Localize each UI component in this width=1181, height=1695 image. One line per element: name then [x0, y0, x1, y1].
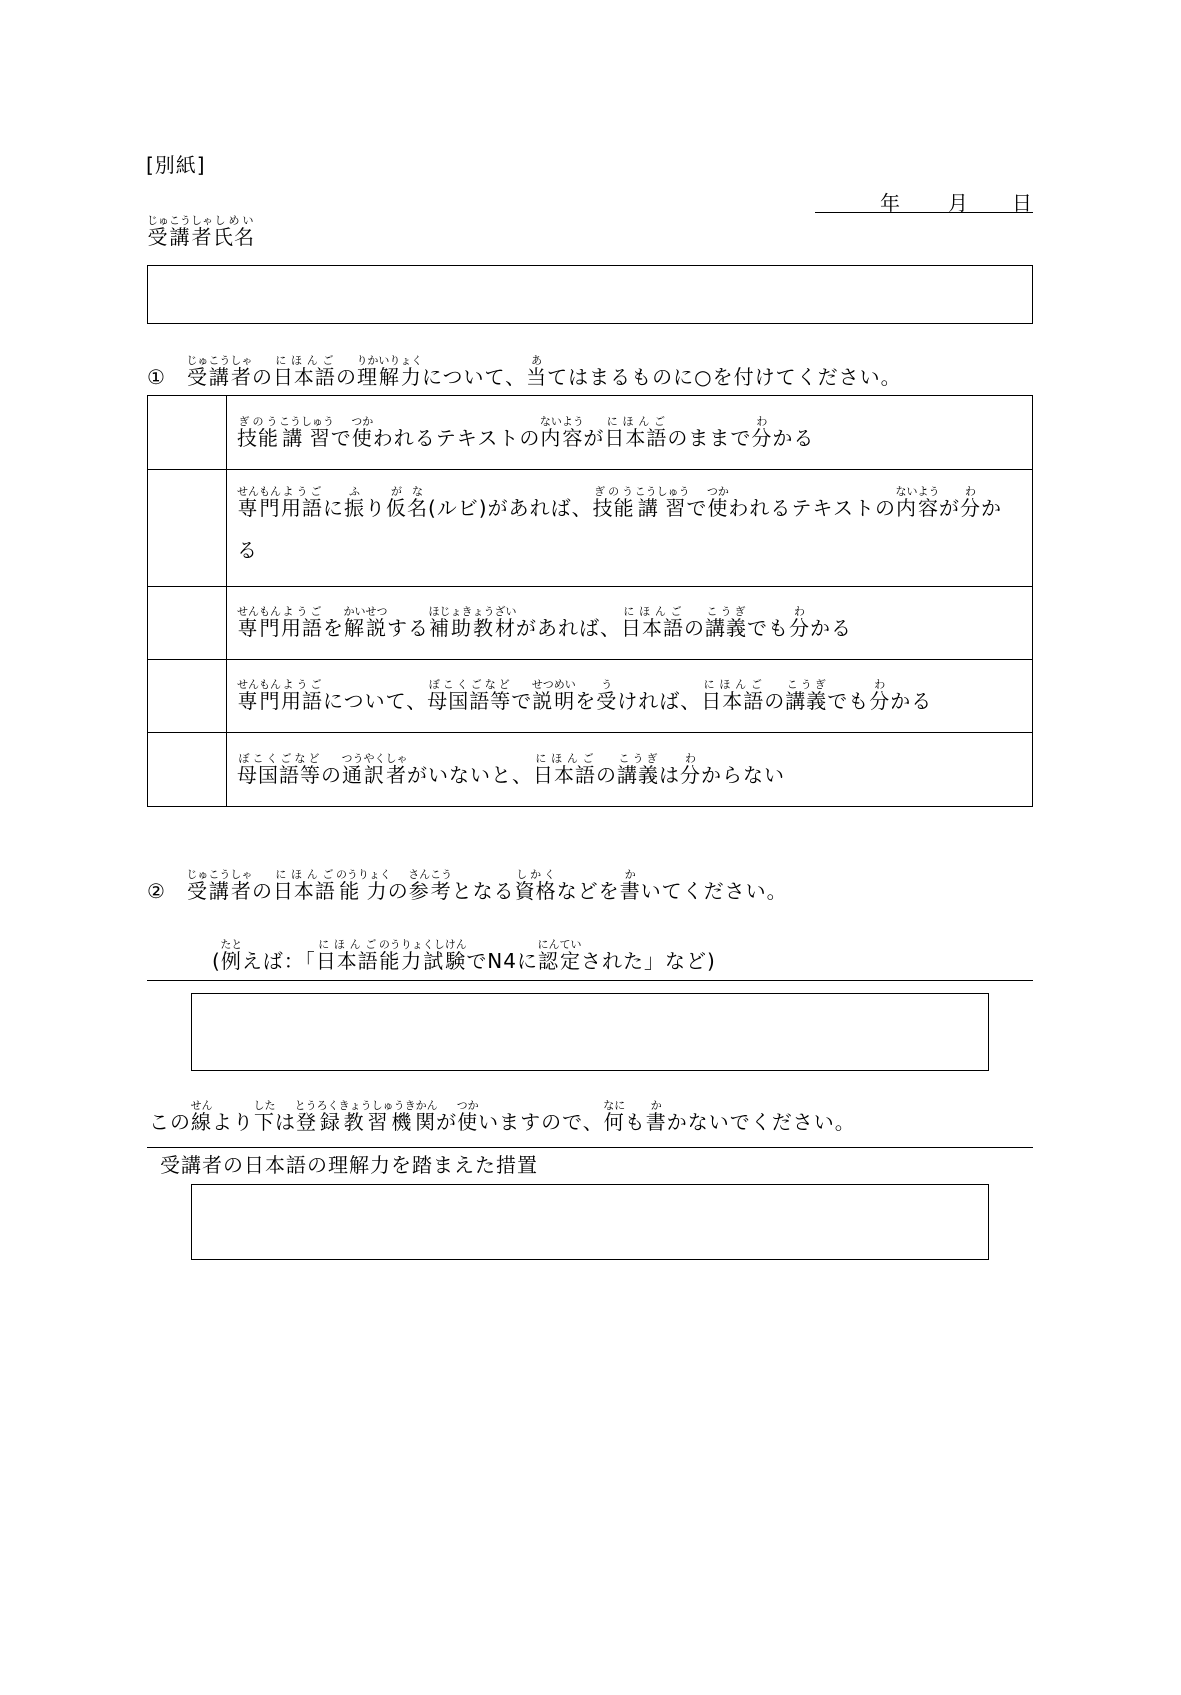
ruby-base: 書	[619, 879, 641, 903]
text-segment: われるテキストの	[372, 425, 541, 450]
ruby-base: 当	[526, 365, 548, 389]
date-underline	[815, 212, 1033, 213]
option-text	[237, 678, 1032, 714]
furigana: にほんご	[315, 938, 379, 951]
furigana: ようご	[281, 605, 323, 618]
text-segment: の	[335, 365, 357, 389]
ruby-word	[237, 414, 279, 450]
ruby-base: 講義	[785, 689, 828, 713]
furigana: りかいりょく	[356, 354, 423, 367]
furigana: わ	[789, 605, 810, 618]
furigana: しめい	[213, 214, 255, 227]
ruby-base: 受講者	[147, 225, 213, 249]
ruby-base: 説明	[531, 689, 576, 713]
check-cell[interactable]	[148, 587, 227, 660]
ruby-base: 日本語	[315, 949, 379, 973]
text-segment: かないでください。	[666, 1110, 856, 1134]
text-segment: で	[330, 425, 352, 450]
text-segment: する	[387, 616, 429, 640]
ruby-base: 振	[344, 496, 365, 520]
ruby-base: 使	[706, 496, 729, 520]
text-segment: われるテキストの	[728, 496, 896, 520]
ruby-word	[785, 678, 828, 713]
furigana: ようご	[281, 678, 323, 691]
ruby-word	[645, 1099, 667, 1134]
ruby-base: 日本語	[272, 365, 336, 389]
text-segment: が	[938, 496, 960, 520]
text-segment: かる	[237, 496, 1002, 562]
table-row	[148, 733, 1033, 807]
text-segment: かる	[890, 689, 933, 713]
ruby-base: 能力試験	[378, 949, 467, 973]
ruby-word	[789, 605, 810, 640]
furigana: たと	[220, 938, 243, 951]
divider	[147, 980, 1033, 981]
option-text	[237, 485, 1017, 571]
table-row	[148, 396, 1033, 470]
furigana: じゅこうしゃ	[186, 354, 253, 367]
text-segment: のままで	[667, 425, 752, 450]
text-segment: に	[323, 496, 344, 520]
furigana: わ	[959, 485, 981, 498]
ruby-word	[344, 485, 365, 520]
ruby-base: 認定	[537, 949, 582, 973]
ruby-base: 使	[351, 425, 374, 450]
question1-table	[147, 395, 1033, 807]
furigana: つか	[456, 1099, 479, 1112]
furigana: ないよう	[895, 485, 940, 498]
ruby-base: 内容	[539, 425, 584, 450]
ruby-word	[427, 678, 512, 713]
furigana: つか	[351, 414, 374, 428]
option-text	[237, 415, 1032, 451]
text-segment: の	[251, 365, 273, 389]
furigana: した	[253, 1099, 276, 1112]
ruby-word	[895, 485, 940, 520]
text-segment: は	[659, 762, 680, 787]
ruby-base: 技能	[592, 496, 635, 520]
ruby-word	[294, 1099, 438, 1134]
ruby-base: 補助教材	[428, 616, 517, 640]
ruby-base: 日本語	[621, 616, 684, 640]
text-segment: かる	[810, 616, 852, 640]
text-segment: かる	[772, 425, 815, 450]
furigana: にんてい	[537, 938, 582, 951]
furigana: にほんご	[272, 354, 336, 367]
furigana: こうぎ	[705, 605, 747, 618]
furigana: かいせつ	[343, 605, 388, 618]
ruby-word	[592, 485, 635, 520]
ruby-word	[514, 868, 557, 903]
furigana: わ	[680, 751, 701, 765]
ruby-base: 専門	[237, 689, 281, 713]
furigana: ほじょきょうざい	[428, 605, 517, 618]
ruby-base: 通訳者	[341, 762, 408, 787]
qualification-input-box[interactable]	[191, 993, 989, 1071]
furigana: か	[619, 868, 641, 881]
ruby-word	[526, 354, 548, 389]
ruby-word	[356, 354, 423, 389]
ruby-word	[531, 678, 576, 713]
furigana: ふ	[344, 485, 365, 498]
furigana: じゅこうしゃ	[186, 868, 253, 881]
ruby-base: 例	[220, 949, 243, 973]
ruby-base: 用語	[281, 689, 323, 713]
ruby-word	[351, 414, 374, 450]
check-cell[interactable]	[148, 660, 227, 733]
ruby-base: 母国語等	[427, 689, 512, 713]
check-cell[interactable]	[148, 470, 227, 587]
text-segment: でも	[747, 616, 789, 640]
ruby-base: 参考	[408, 879, 453, 903]
furigana: せんもん	[237, 605, 281, 618]
ruby-word	[634, 485, 690, 520]
furigana: のうりょく	[335, 868, 391, 881]
ruby-base: 受講者	[186, 879, 253, 903]
ruby-word	[147, 214, 213, 249]
ruby-base: 日本語	[533, 762, 596, 787]
text-segment: された」など)	[581, 949, 716, 973]
furigana: つうやくしゃ	[341, 751, 408, 765]
furigana: せん	[190, 1099, 213, 1112]
ruby-word	[428, 605, 517, 640]
ruby-base: 理解力	[356, 365, 423, 389]
ruby-word	[869, 678, 891, 713]
text-segment: を	[575, 689, 597, 713]
ruby-word	[539, 414, 584, 450]
check-cell[interactable]	[148, 396, 227, 470]
ruby-word	[186, 868, 253, 903]
ruby-base: 氏名	[213, 225, 255, 249]
text-segment: の	[596, 762, 617, 787]
question1-prompt	[147, 354, 902, 390]
text-segment: について、	[421, 365, 527, 389]
ruby-base: 下	[253, 1110, 276, 1134]
text-segment: があれば、	[516, 616, 621, 640]
ruby-word	[237, 485, 281, 520]
ruby-base: 日本語	[604, 425, 668, 450]
option-text	[237, 605, 1032, 641]
ruby-base: 用語	[281, 496, 323, 520]
ruby-base: 日本語	[272, 879, 336, 903]
ruby-word	[604, 414, 668, 450]
ruby-base: 母国語等	[237, 762, 321, 787]
ruby-base: 仮名	[386, 496, 428, 520]
furigana: にほんご	[604, 414, 668, 428]
table-row	[148, 470, 1033, 587]
ruby-word	[281, 605, 323, 640]
furigana: わ	[751, 414, 773, 428]
ruby-word	[705, 605, 747, 640]
text-segment: ければ、	[617, 689, 702, 713]
text-segment: えば：「	[241, 949, 316, 973]
ruby-base: 分	[680, 762, 701, 787]
ruby-word	[272, 354, 336, 389]
ruby-base: 線	[190, 1110, 213, 1134]
text-segment: ①	[147, 365, 187, 389]
furigana: にほんご	[272, 868, 336, 881]
ruby-word	[253, 1099, 276, 1134]
text-segment: の	[387, 879, 409, 903]
ruby-base: 用語	[281, 616, 323, 640]
furigana: ようご	[281, 485, 323, 498]
ruby-word	[751, 414, 773, 450]
ruby-word	[343, 605, 388, 640]
furigana: ぎのう	[237, 414, 279, 428]
ruby-base: 何	[603, 1110, 626, 1134]
furigana: ぼこくごなど	[427, 678, 512, 691]
ruby-base: 登録教習機関	[294, 1110, 438, 1134]
text-segment: が	[583, 425, 605, 450]
furigana: がな	[386, 485, 428, 498]
furigana: ぎのう	[592, 485, 635, 498]
furigana: ぼこくごなど	[237, 751, 321, 765]
ruby-word	[603, 1099, 626, 1134]
furigana: しかく	[514, 868, 557, 881]
ruby-word	[272, 868, 336, 903]
date-month: 月	[948, 191, 969, 215]
question2-example	[212, 938, 716, 974]
text-segment: でN4に	[466, 949, 538, 973]
name-input-box[interactable]	[147, 265, 1033, 324]
ruby-word	[680, 751, 701, 787]
date-year: 年	[880, 191, 901, 215]
check-cell[interactable]	[148, 733, 227, 807]
ruby-word	[190, 1099, 213, 1134]
text-segment: (	[212, 949, 221, 973]
ruby-base: 技能	[237, 425, 279, 450]
text-segment: について、	[323, 689, 428, 713]
text-segment: の	[321, 762, 342, 787]
furigana: つか	[706, 485, 729, 498]
text-segment: がいないと、	[407, 762, 533, 787]
ruby-base: 受	[596, 689, 618, 713]
ruby-word	[237, 678, 281, 713]
text-segment: いてください。	[640, 879, 788, 903]
ruby-word	[281, 485, 323, 520]
ruby-base: 分	[959, 496, 981, 520]
ruby-base: 専門	[237, 616, 281, 640]
ruby-word	[408, 868, 453, 903]
ruby-word	[386, 485, 428, 520]
ruby-word	[533, 751, 596, 787]
ruby-word	[281, 678, 323, 713]
ruby-word	[706, 485, 729, 520]
furigana: のうりょくしけん	[378, 938, 467, 951]
ruby-base: 講習	[634, 496, 690, 520]
option-text	[237, 752, 1032, 788]
ruby-base: 内容	[895, 496, 940, 520]
furigana: こうしゅう	[279, 414, 334, 428]
text-segment: の	[684, 616, 705, 640]
ruby-word	[220, 938, 243, 973]
ruby-base: 講習	[279, 425, 334, 450]
furigana: あ	[526, 354, 548, 367]
ruby-word	[378, 938, 467, 973]
furigana: とうろくきょうしゅうきかん	[294, 1099, 438, 1112]
text-segment: で	[511, 689, 533, 713]
ruby-word	[237, 751, 321, 787]
ruby-base: 講義	[705, 616, 747, 640]
ruby-base: 日本語	[701, 689, 765, 713]
ruby-word	[456, 1099, 479, 1134]
furigana: にほんご	[701, 678, 765, 691]
text-segment: より	[212, 1110, 254, 1134]
ruby-base: 使	[456, 1110, 479, 1134]
text-segment: などを	[556, 879, 620, 903]
question2-prompt	[147, 868, 788, 904]
name-label	[147, 214, 255, 250]
ruby-word	[621, 605, 684, 640]
text-segment: となる	[451, 879, 515, 903]
ruby-base: 分	[789, 616, 810, 640]
text-segment: の	[251, 879, 273, 903]
furigana: か	[645, 1099, 667, 1112]
office-use-notice	[149, 1099, 856, 1135]
ruby-word	[213, 214, 255, 249]
table-row	[148, 587, 1033, 660]
ruby-word	[537, 938, 582, 973]
ruby-word	[315, 938, 379, 973]
text-segment: でも	[827, 689, 870, 713]
text-segment: ②	[147, 879, 187, 903]
ruby-word	[341, 751, 408, 787]
furigana: こうぎ	[617, 751, 659, 765]
date-day: 日	[1012, 191, 1033, 215]
ruby-word	[237, 605, 281, 640]
ruby-base: 解説	[343, 616, 388, 640]
furigana: こうしゅう	[634, 485, 690, 498]
ruby-word	[596, 678, 618, 713]
text-segment: (ルビ)があれば、	[428, 496, 593, 520]
furigana: さんこう	[408, 868, 453, 881]
ruby-word	[279, 414, 334, 450]
text-segment: てはまるものに○を付けてください。	[547, 365, 902, 389]
furigana: ないよう	[539, 414, 584, 428]
text-segment: を	[323, 616, 344, 640]
ruby-word	[186, 354, 253, 389]
office-use-divider	[147, 1147, 1033, 1148]
furigana: せんもん	[237, 678, 281, 691]
furigana: わ	[869, 678, 891, 691]
ruby-word	[335, 868, 391, 903]
furigana: う	[596, 678, 618, 691]
text-segment: り	[365, 496, 386, 520]
furigana: じゅこうしゃ	[147, 214, 213, 227]
text-segment: が	[436, 1110, 458, 1134]
text-segment: この	[149, 1110, 191, 1134]
attachment-label: [別紙]	[146, 153, 206, 177]
measures-label: 受講者の日本語の理解力を踏まえた措置	[160, 1153, 538, 1177]
text-segment: も	[624, 1110, 646, 1134]
furigana: なに	[603, 1099, 626, 1112]
furigana: せつめい	[531, 678, 576, 691]
furigana: こうぎ	[785, 678, 828, 691]
measures-box	[191, 1184, 989, 1260]
ruby-base: 書	[645, 1110, 667, 1134]
text-segment: の	[764, 689, 786, 713]
ruby-base: 講義	[617, 762, 659, 787]
ruby-word	[617, 751, 659, 787]
ruby-word	[619, 868, 641, 903]
ruby-base: 分	[869, 689, 891, 713]
ruby-base: 資格	[514, 879, 557, 903]
ruby-base: 能力	[335, 879, 391, 903]
ruby-word	[959, 485, 981, 520]
ruby-base: 分	[751, 425, 773, 450]
ruby-word	[701, 678, 765, 713]
ruby-base: 専門	[237, 496, 281, 520]
text-segment: は	[275, 1110, 296, 1134]
table-row	[148, 660, 1033, 733]
ruby-base: 受講者	[186, 365, 253, 389]
furigana: せんもん	[237, 485, 281, 498]
furigana: にほんご	[533, 751, 596, 765]
text-segment: いますので、	[478, 1110, 604, 1134]
furigana: にほんご	[621, 605, 684, 618]
text-segment: で	[686, 496, 708, 520]
text-segment: からない	[701, 762, 785, 787]
